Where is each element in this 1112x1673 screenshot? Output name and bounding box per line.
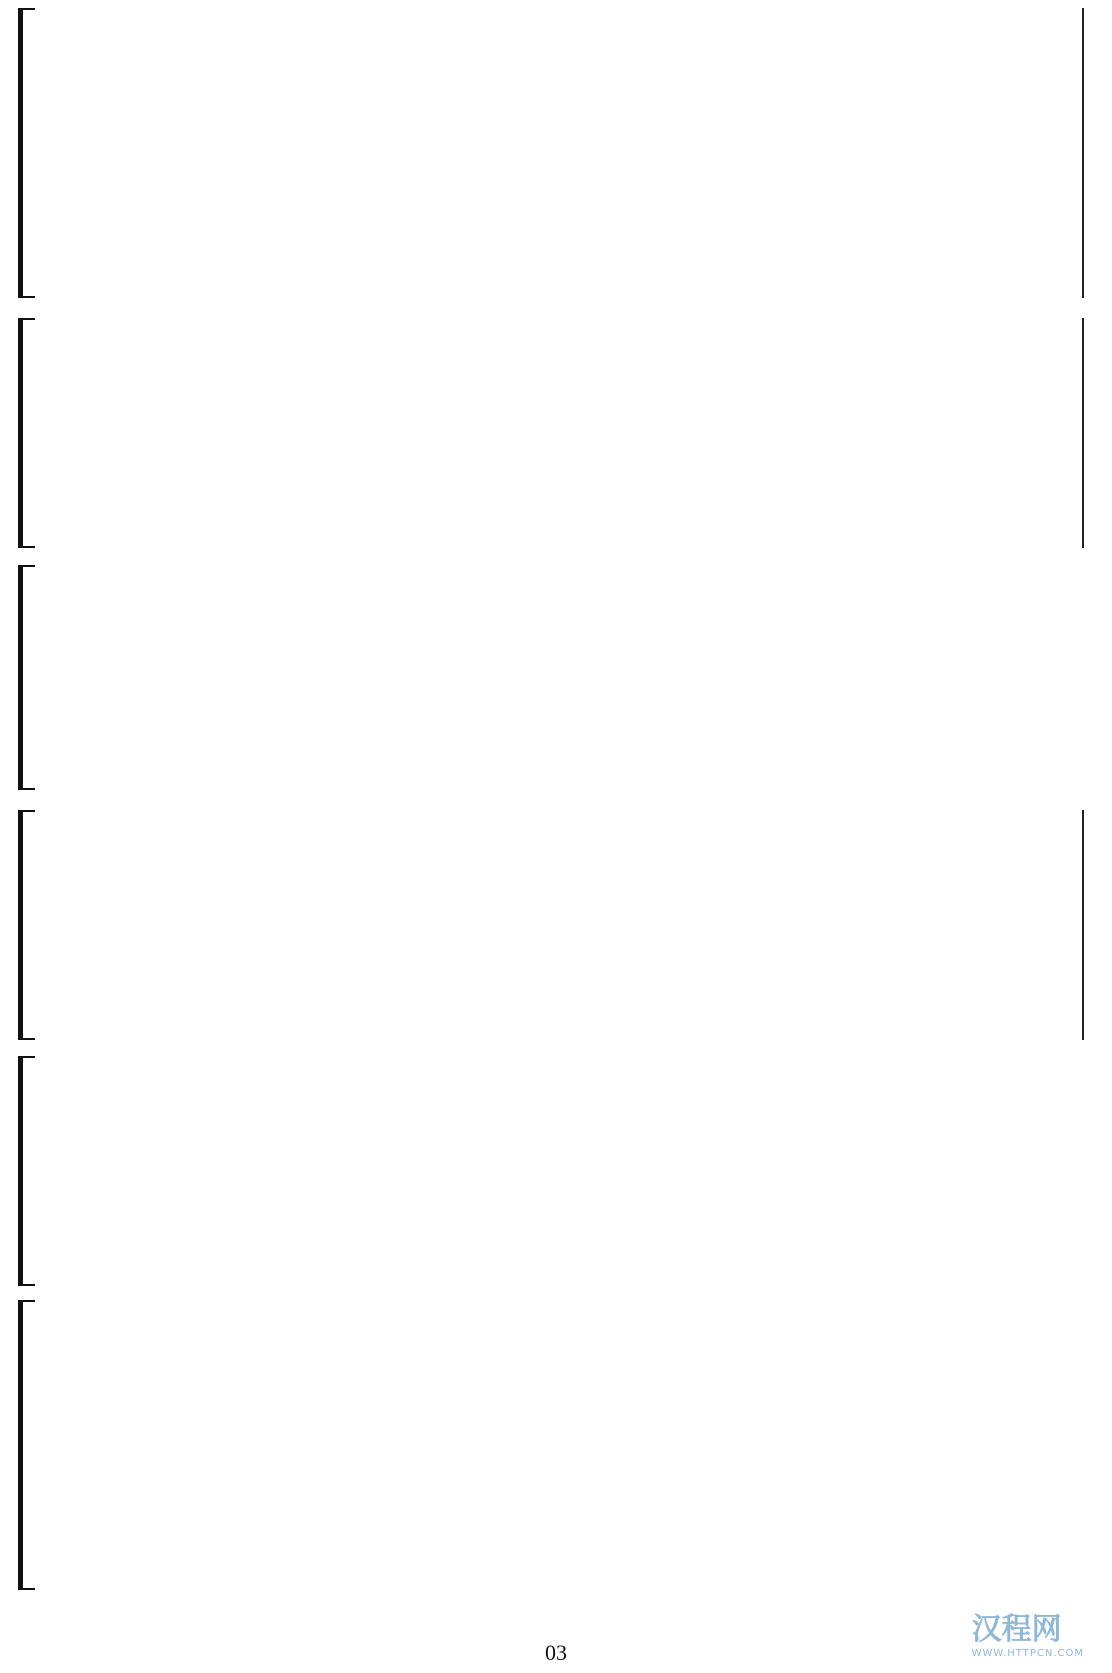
system-bracket <box>18 810 35 1040</box>
system-bracket <box>18 1056 35 1286</box>
barline <box>1082 810 1084 1040</box>
page-number: 03 <box>545 1640 567 1665</box>
score-system-4 <box>18 810 1088 1040</box>
system-bracket <box>18 565 35 790</box>
score-system-2 <box>18 318 1088 548</box>
score-system-6 <box>18 1300 1088 1590</box>
staff-area <box>42 318 1088 548</box>
system-bracket <box>18 8 35 298</box>
staff-area <box>42 8 1088 298</box>
system-bracket <box>18 318 35 548</box>
system-bracket <box>18 1300 35 1590</box>
watermark-url: WWW.HTTPCN.COM <box>971 1648 1084 1659</box>
watermark-name: 汉程网 <box>971 1612 1062 1647</box>
staff-area <box>42 1056 1088 1286</box>
site-watermark <box>972 1604 1084 1659</box>
score-system-3 <box>18 565 1088 790</box>
barline <box>1082 8 1084 298</box>
barline <box>1082 318 1084 548</box>
staff-area <box>42 1300 1088 1590</box>
staff-area <box>42 565 1088 790</box>
staff-area <box>42 810 1088 1040</box>
score-system-5 <box>18 1056 1088 1286</box>
score-system-1 <box>18 8 1088 298</box>
